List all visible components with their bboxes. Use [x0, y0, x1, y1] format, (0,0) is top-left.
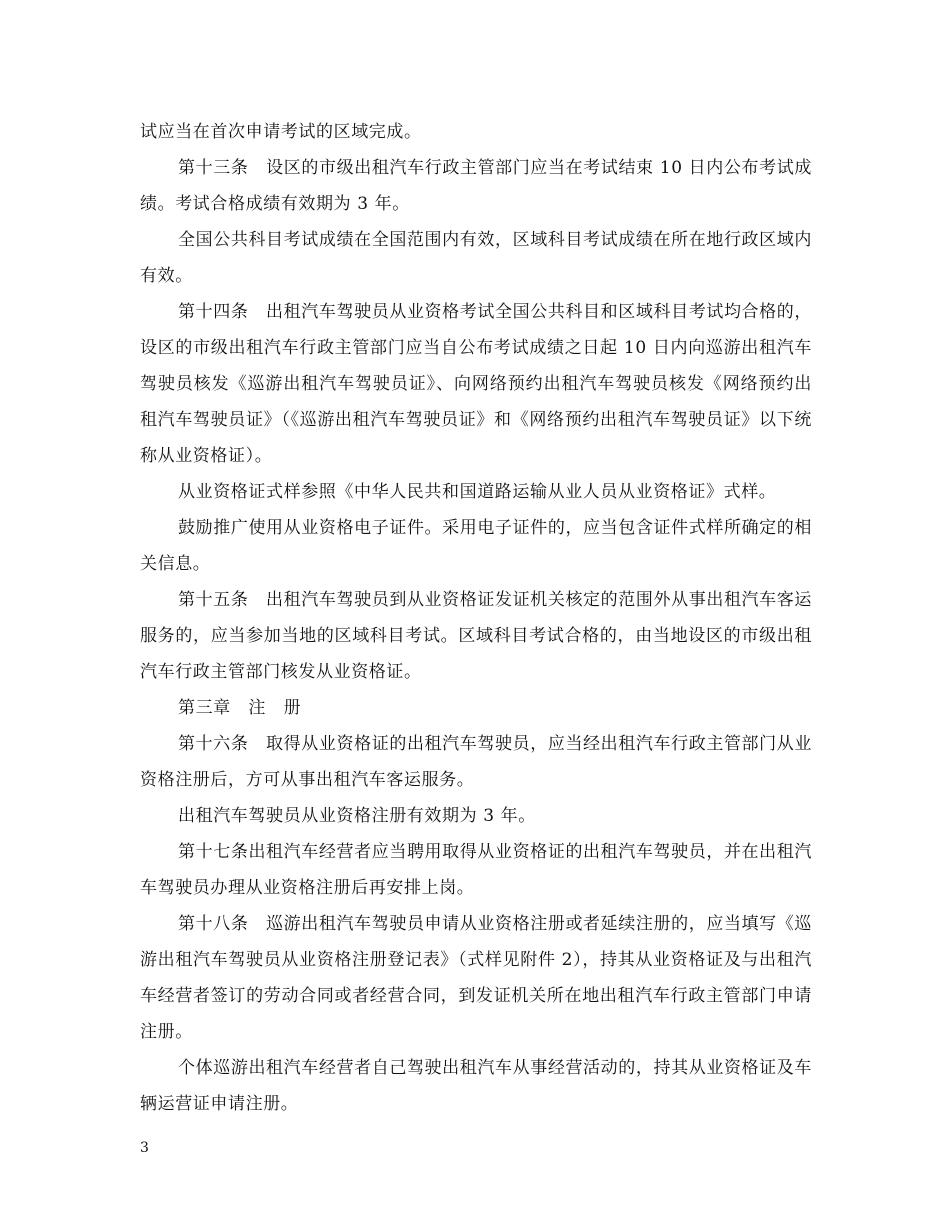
- paragraph: 试应当在首次申请考试的区域完成。: [140, 122, 422, 142]
- paragraph: 全国公共科目考试成绩在全国范围内有效，区域科目考试成绩在所在地行政区域内有效。: [140, 230, 812, 286]
- paragraph: 出租汽车驾驶员从业资格注册有效期为 3 年。: [178, 806, 536, 826]
- article-18: 第十八条 巡游出租汽车驾驶员申请从业资格注册或者延续注册的，应当填写《巡游出租汽车驾驶员从业资格注册登记表》（式样见附件 2），持其从业资格证及与出租汽车经营者签订的劳动合同或者经营合同，到发证机关所在地出租汽车行政主管部门申请注册。: [140, 914, 812, 1042]
- article-17: 第十七条出租汽车经营者应当聘用取得从业资格证的出租汽车驾驶员，并在出租汽车驾驶员办理从业资格注册后再安排上岗。: [140, 842, 812, 898]
- body-text: [140, 114, 812, 1122]
- article-14: 第十四条 出租汽车驾驶员从业资格考试全国公共科目和区域科目考试均合格的，设区的市级出租汽车行政主管部门应当自公布考试成绩之日起 10 日内向巡游出租汽车驾驶员核发《巡游出租汽车驾驶员证》、向网络预约出租汽车驾驶员核发《网络预约出租汽车驾驶员证》（《巡游出租汽车驾驶员证》和《网络预约出租汽车驾驶员证》以下统称从业资格证）。: [140, 302, 812, 466]
- paragraph: 从业资格证式样参照《中华人民共和国道路运输从业人员从业资格证》式样。: [178, 482, 777, 502]
- article-16: 第十六条 取得从业资格证的出租汽车驾驶员，应当经出租汽车行政主管部门从业资格注册后，方可从事出租汽车客运服务。: [140, 734, 812, 790]
- article-15: 第十五条 出租汽车驾驶员到从业资格证发证机关核定的范围外从事出租汽车客运服务的，应当参加当地的区域科目考试。区域科目考试合格的，由当地设区的市级出租汽车行政主管部门核发从业资格证。: [140, 590, 812, 682]
- paragraph: 个体巡游出租汽车经营者自己驾驶出租汽车从事经营活动的，持其从业资格证及车辆运营证申请注册。: [140, 1058, 812, 1114]
- chapter-heading: 第三章 注 册: [178, 698, 302, 718]
- article-13: 第十三条 设区的市级出租汽车行政主管部门应当在考试结束 10 日内公布考试成绩。考试合格成绩有效期为 3 年。: [140, 158, 812, 214]
- paragraph: 鼓励推广使用从业资格电子证件。采用电子证件的，应当包含证件式样所确定的相关信息。: [140, 518, 812, 574]
- page-number: 3: [140, 1140, 149, 1156]
